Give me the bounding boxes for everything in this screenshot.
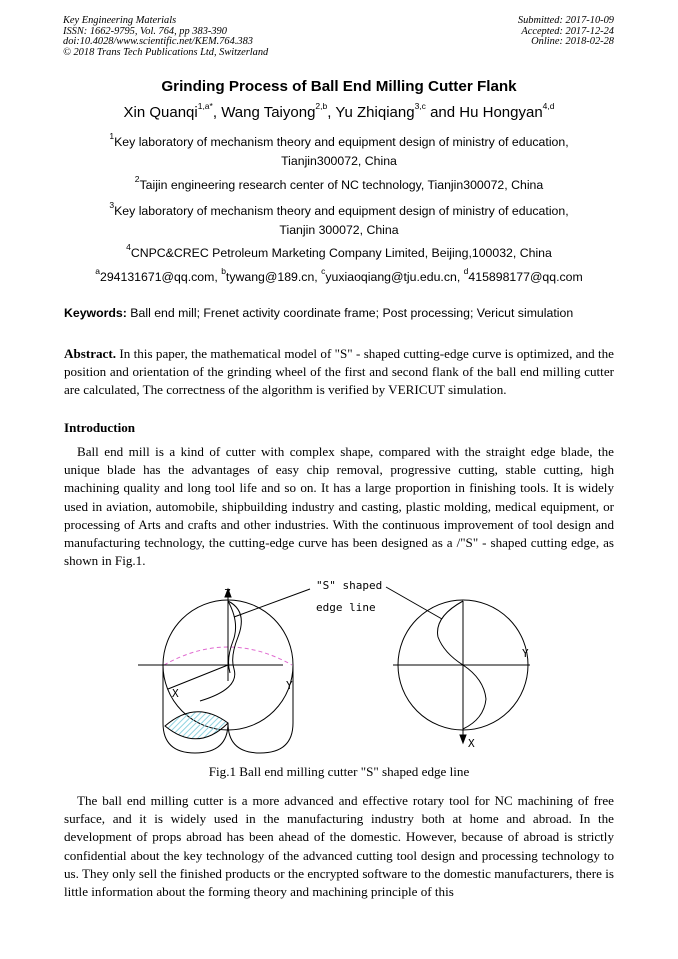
abstract-label: Abstract. bbox=[64, 346, 116, 361]
author: Wang Taiyong$^{2,b}$, bbox=[221, 101, 336, 121]
top-view bbox=[386, 587, 530, 743]
keywords-label: Keywords: bbox=[64, 306, 127, 320]
figure-1 bbox=[138, 571, 538, 766]
journal-header-right bbox=[518, 16, 614, 48]
cutter-diagram bbox=[138, 571, 538, 761]
side-view bbox=[138, 589, 310, 753]
intro-paragraph-1: Ball end mill is a kind of cutter with complex shape, compared with the straight edge blade, the unique blade has the advantages of easy chip removal, progressive cutting, stable cutting, high machining quality and long tool life and so on. It has a large proportion in finishing tools. It is widely used in aviation, automobile, shipbuilding industry and casting, plastic molding, medical equipment, or processing of Arts and crafts and other industries. With the continuous improvement of tool design and manufacturing technology, the cutting-edge curve has been designed as a /"S" - shaped cutting edge, as shown in Fig.1. bbox=[64, 444, 614, 569]
affiliation: $^1$Key laboratory of mechanism theory and equipment design of ministry of education, Tianjin300072, China bbox=[109, 130, 569, 168]
author: Yu Zhiqiang$^{3,c}$ and bbox=[335, 101, 460, 121]
submitted-date: Submitted: 2017-10-09 bbox=[517, 15, 614, 26]
axis-label-y: Y bbox=[522, 647, 529, 660]
journal-issn: ISSN: 1662-9795, Vol. 764, pp 383-390 bbox=[63, 25, 227, 37]
online-date: Online: 2018-02-28 bbox=[531, 36, 614, 48]
axis-label-z: Z bbox=[224, 587, 231, 600]
keywords bbox=[64, 306, 573, 320]
affiliation: $^4$CNPC&CREC Petroleum Marketing Company Limited, Beijing,100032, China bbox=[126, 241, 552, 260]
abstract bbox=[64, 345, 614, 400]
email-link[interactable]: 415898177@qq.com bbox=[468, 270, 583, 284]
figure-label-edge: edge line bbox=[316, 601, 376, 614]
author: Xin Quanqi$^{1,a*}$, bbox=[123, 101, 222, 121]
axis-label-x: X bbox=[172, 687, 179, 700]
email-list: $^a$294131671@qq.com, $^b$tywang@189.cn, $^c$yuxiaoqiang@tju.edu.cn, $^d$415898177@qq.com bbox=[95, 265, 583, 284]
journal-header-left bbox=[63, 16, 268, 58]
axis-label-y: Y bbox=[286, 679, 293, 692]
affiliation: $^3$Key laboratory of mechanism theory and equipment design of ministry of education, Tianjin 300072, China bbox=[109, 199, 569, 237]
section-heading: Introduction bbox=[64, 420, 136, 435]
author-list bbox=[0, 101, 678, 121]
figure-caption: Fig.1 Ball end milling cutter "S" shaped edge line bbox=[208, 764, 470, 779]
email-link[interactable]: tywang@189.cn, bbox=[225, 270, 322, 284]
author: Hu Hongyan$^{4,d}$ bbox=[459, 101, 555, 121]
email-link[interactable]: 294131671@qq.com, bbox=[99, 270, 222, 284]
accepted-date: Accepted: 2017-12-24 bbox=[521, 25, 614, 37]
email-link[interactable]: yuxiaoqiang@tju.edu.cn, bbox=[325, 270, 464, 284]
affiliation: $^2$Taijin engineering research center of NC technology, Tianjin300072, China bbox=[134, 173, 544, 192]
abstract-text: In this paper, the mathematical model of "S" - shaped cutting-edge curve is optimized, and the position and orientation of the grinding wheel of the first and second flank of the ball end milling cutter are calculated, The correctness of the algorithm is verified by VERICUT simulation. bbox=[64, 346, 614, 398]
keywords-text: Ball end mill; Frenet activity coordinate frame; Post processing; Vericut simulation bbox=[126, 306, 574, 320]
intro-paragraph-2: The ball end milling cutter is a more advanced and effective rotary tool for NC machining of free surface, and it is widely used in the manufacturing industry both at home and abroad. In the development of props abroad has been ahead of the domestic. However, because of abroad is strictly confidential about the key technology of the advanced cutting tool design and processing technology to us. They only sell the finished products or the encrypted software to the domestic manufacturers, there is little information about the forming theory and machining principle of this bbox=[64, 793, 614, 900]
paper-title: Grinding Process of Ball End Milling Cutter Flank bbox=[161, 78, 517, 95]
journal-name: Key Engineering Materials bbox=[63, 15, 177, 26]
journal-copyright: © 2018 Trans Tech Publications Ltd, Switzerland bbox=[63, 46, 269, 58]
axis-label-x: X bbox=[468, 737, 475, 750]
figure-label-s: "S" shaped bbox=[316, 579, 383, 592]
journal-doi[interactable]: doi:10.4028/www.scientific.net/KEM.764.383 bbox=[63, 36, 253, 48]
